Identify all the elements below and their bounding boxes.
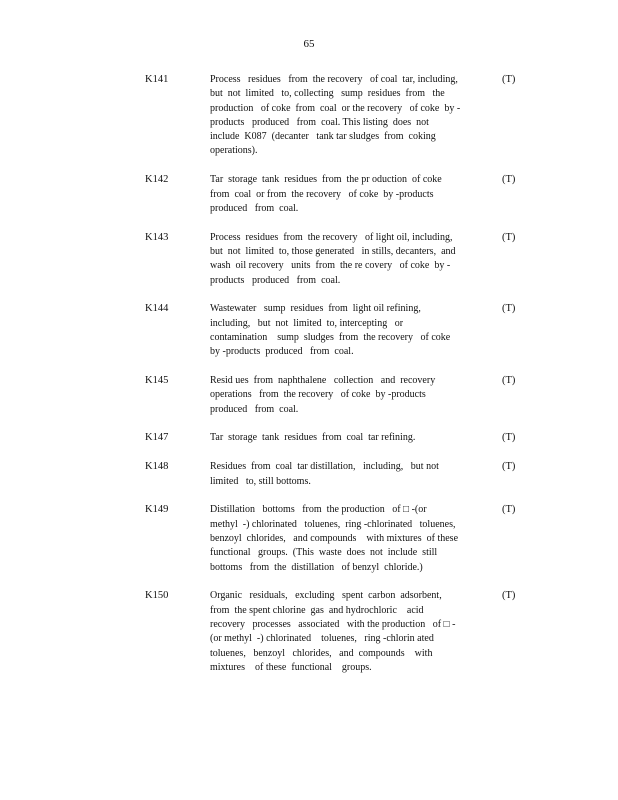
description-line: Organic residuals, excluding spent carbon adsorbent,: [210, 590, 442, 602]
hazard-code: (T): [502, 231, 516, 243]
waste-code: K147: [145, 432, 169, 444]
waste-description: [210, 302, 488, 359]
waste-description: [210, 589, 488, 675]
description-line: produced from coal.: [210, 202, 299, 214]
description-line: operations).: [210, 145, 258, 157]
waste-entry: [0, 431, 618, 445]
hazard-code: (T): [502, 74, 516, 85]
waste-description: [210, 173, 488, 216]
description-line: products produced from coal.: [210, 274, 341, 286]
hazard-code: (T): [502, 375, 516, 387]
waste-code: K142: [145, 174, 169, 186]
description-line: Wastewater sump residues from light oil refining,: [210, 303, 421, 315]
waste-entry: [0, 173, 618, 216]
hazard-code: (T): [502, 461, 516, 473]
description-line: include K087 (decanter tank tar sludges from coking: [210, 131, 436, 143]
waste-code: K150: [145, 590, 169, 602]
waste-description: [210, 374, 488, 417]
description-line: functional groups. (This waste does not include still: [210, 547, 438, 559]
waste-entry: [0, 302, 618, 359]
description-line: production of coke from coal or the recovery of coke by -: [210, 102, 461, 114]
description-line: wash oil recovery units from the re covery of coke by -: [210, 260, 451, 272]
description-line: products produced from coal. This listing does not: [210, 116, 429, 128]
waste-code: K145: [145, 375, 169, 387]
description-line: Distillation bottoms from the production of □ -(or: [210, 504, 427, 516]
waste-description: [210, 231, 488, 288]
waste-code: K144: [145, 303, 169, 315]
description-line: Residues from coal tar distillation, including, but not: [210, 461, 439, 473]
waste-entry: [0, 503, 618, 574]
description-line: operations from the recovery of coke by -products: [210, 389, 426, 401]
waste-code: K141: [145, 74, 169, 85]
waste-description: [210, 503, 488, 574]
description-line: limited to, still bottoms.: [210, 475, 311, 487]
description-line: (or methyl -) chlorinated toluenes, ring -chlorin ated: [210, 633, 434, 645]
description-line: Process residues from the recovery of coal tar, including,: [210, 74, 458, 85]
description-line: benzoyl chlorides, and compounds with mixtures of these: [210, 532, 459, 544]
waste-entry: [0, 231, 618, 288]
description-line: contamination sump sludges from the recovery of coke: [210, 331, 451, 343]
waste-code: K143: [145, 231, 169, 243]
description-line: toluenes, benzoyl chlorides, and compounds with: [210, 647, 433, 659]
waste-description: [210, 431, 488, 445]
hazard-code: (T): [502, 432, 516, 444]
waste-entry: [0, 460, 618, 489]
description-line: Process residues from the recovery of light oil, including,: [210, 231, 453, 243]
description-line: from coal or from the recovery of coke by -products: [210, 188, 434, 200]
hazard-code: (T): [502, 303, 516, 315]
waste-listing: [0, 73, 618, 690]
page-number: 65: [303, 38, 315, 50]
hazard-code: (T): [502, 590, 516, 602]
hazard-code: (T): [502, 174, 516, 186]
waste-entry: [0, 589, 618, 675]
waste-code: K148: [145, 461, 169, 473]
description-line: recovery processes associated with the production of □ -: [210, 618, 456, 630]
description-line: Resid ues from naphthalene collection and recovery: [210, 375, 436, 387]
description-line: Tar storage tank residues from the pr oduction of coke: [210, 174, 442, 186]
description-line: mixtures of these functional groups.: [210, 661, 372, 673]
description-line: from the spent chlorine gas and hydrochloric acid: [210, 604, 424, 616]
waste-entry: [0, 374, 618, 417]
waste-code: K149: [145, 504, 169, 516]
description-line: by -products produced from coal.: [210, 346, 354, 358]
description-line: including, but not limited to, intercepting or: [210, 317, 404, 329]
description-line: but not limited to, those generated in stills, decanters, and: [210, 245, 456, 257]
description-line: Tar storage tank residues from coal tar refining.: [210, 432, 416, 444]
description-line: methyl -) chlorinated toluenes, ring -chlorinated toluenes,: [210, 518, 456, 530]
description-line: bottoms from the distillation of benzyl chloride.): [210, 561, 423, 573]
hazard-code: (T): [502, 504, 516, 516]
waste-description: [210, 460, 488, 489]
description-line: produced from coal.: [210, 403, 299, 415]
waste-entry: [0, 73, 618, 159]
description-line: but not limited to, collecting sump residues from the: [210, 88, 445, 100]
waste-description: [210, 73, 488, 159]
